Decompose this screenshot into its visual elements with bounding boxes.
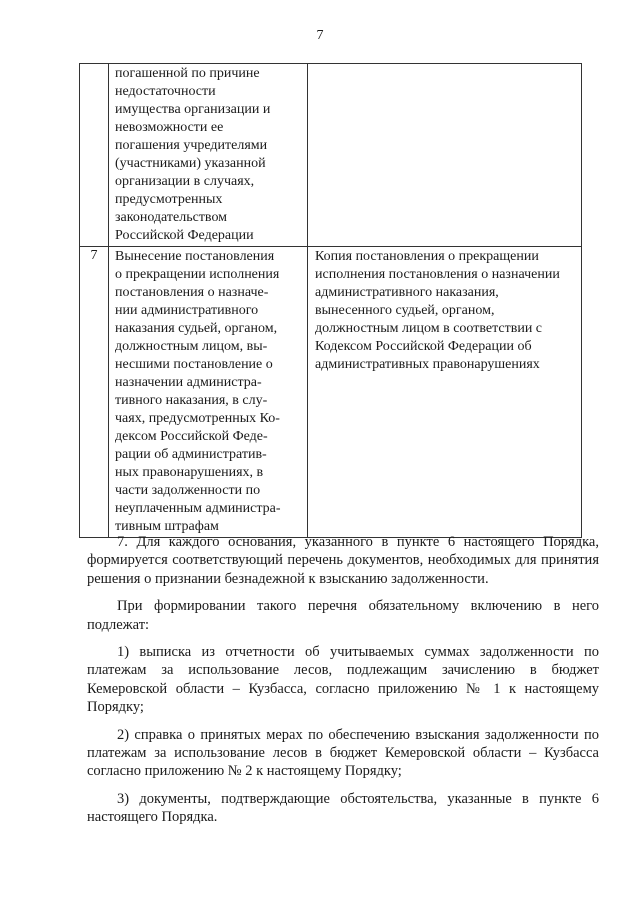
basis-description [109,64,308,247]
table-row [80,64,582,247]
row-number: 7 [80,247,109,538]
body-text [87,533,599,836]
page-number: 7 [316,28,324,43]
list-item: 3) документы, подтверждающие обстоятельства, указанные в пункте 6 настоящего Порядка. [87,790,599,826]
table-row [80,247,582,538]
list-item: 1) выписка из отчетности об учитываемых суммах задолженности по платежам за использование лесов, подлежащим зачислению в бюджет Кемеровской области – Кузбасса, согласно приложению № 1 к настоящему Порядку; [87,644,599,716]
basis-description-text: Вынесение постановления о прекращении исполнения постановления о назначе- нии административного наказания судьей, органом, должностным лицом, вы- несшими постановление о назначении администра- тивного наказания, в слу- чаях, предусмотренных Ко- дексом Российской Феде- рации об административ- ных правонарушениях, в части задолженности по неуплаченным администра- тивным штрафам [115,249,281,534]
required-documents [308,64,582,247]
documents-table [79,63,582,538]
required-documents [308,247,582,538]
basis-description [109,247,308,538]
paragraph: При формировании такого перечня обязательному включению в него подлежат: [87,598,599,633]
required-documents-text: Копия постановления о прекращении исполнения постановления о назначении административного наказания, вынесенного судьей, органом, должностным лицом в соответствии с Кодексом Российской Федерации об административных правонарушениях [315,249,560,372]
paragraph: 7. Для каждого основания, указанного в пункте 6 настоящего Порядка, формируется соответствующий перечень документов, необходимых для принятия решения о признании безнадежной к взысканию задолженности. [87,534,599,587]
list-item: 2) справка о принятых мерах по обеспечению взыскания задолженности по платежам за использование лесов в бюджет Кемеровской области – Кузбасса согласно приложению № 2 к настоящему Порядку; [87,726,599,780]
basis-description-text: погашенной по причине недостаточности имущества организации и невозможности ее погашения учредителями (участниками) указанной организации в случаях, предусмотренных законодательством Российской Федерации [115,66,271,243]
row-number [80,64,109,247]
